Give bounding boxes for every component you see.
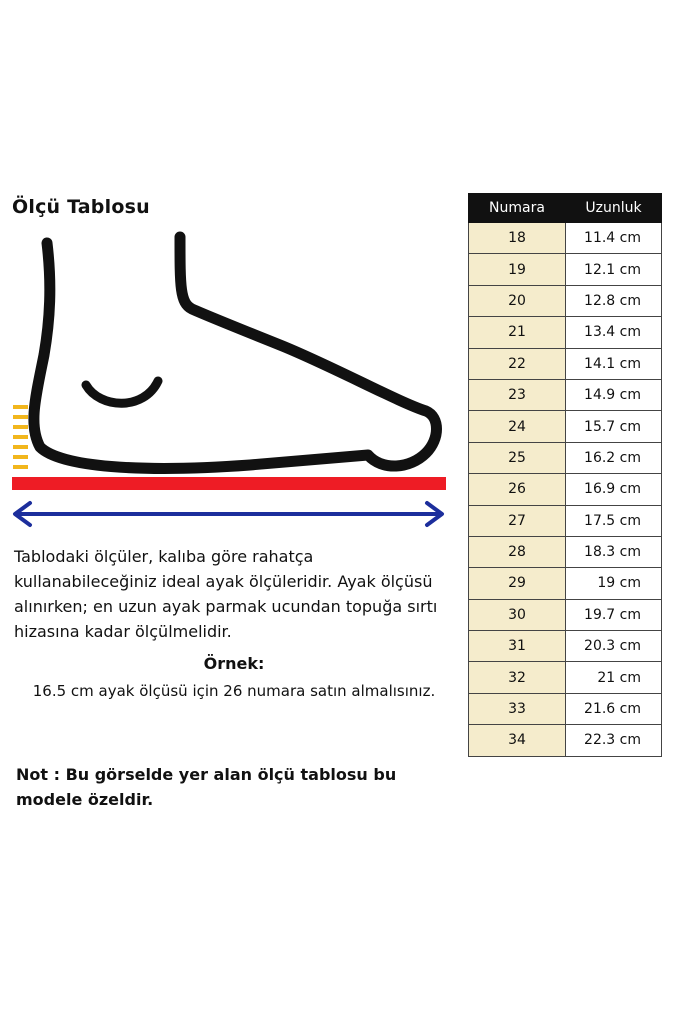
table-row: [469, 474, 662, 505]
table-row: [469, 536, 662, 567]
size-cell: 31: [469, 631, 566, 662]
note-text: Not : Bu görselde yer alan ölçü tablosu bu modele özeldir.: [16, 765, 397, 809]
example-text: 16.5 cm ayak ölçüsü için 26 numara satın almalısınız.: [32, 682, 436, 700]
table-row: [469, 379, 662, 410]
size-cell: 25: [469, 442, 566, 473]
table-row: [469, 254, 662, 285]
table-row: [469, 725, 662, 756]
ankle-curve-icon: [86, 381, 158, 403]
length-cell: 17.5 cm: [566, 505, 662, 536]
size-cell: 22: [469, 348, 566, 379]
table-row: [469, 662, 662, 693]
length-cell: 20.3 cm: [566, 631, 662, 662]
table-row: [469, 505, 662, 536]
length-arrow-icon: [15, 503, 442, 525]
size-cell: 28: [469, 536, 566, 567]
length-cell: 12.8 cm: [566, 285, 662, 316]
foot-measurement-figure: [0, 225, 460, 535]
table-row: [469, 568, 662, 599]
size-cell: 21: [469, 317, 566, 348]
size-cell: 19: [469, 254, 566, 285]
table-row: [469, 223, 662, 254]
heel-marks-icon: [13, 407, 28, 467]
length-cell: 16.2 cm: [566, 442, 662, 473]
size-cell: 23: [469, 379, 566, 410]
length-cell: 14.1 cm: [566, 348, 662, 379]
size-cell: 24: [469, 411, 566, 442]
length-cell: 19 cm: [566, 568, 662, 599]
table-row: [469, 317, 662, 348]
length-cell: 19.7 cm: [566, 599, 662, 630]
length-cell: 22.3 cm: [566, 725, 662, 756]
size-cell: 20: [469, 285, 566, 316]
table-row: [469, 348, 662, 379]
table-row: [469, 693, 662, 724]
length-cell: 21 cm: [566, 662, 662, 693]
example-title: Örnek:: [203, 654, 265, 673]
size-cell: 30: [469, 599, 566, 630]
table-row: [469, 411, 662, 442]
size-cell: 33: [469, 693, 566, 724]
length-cell: 14.9 cm: [566, 379, 662, 410]
header-uzunluk: Uzunluk: [566, 194, 662, 223]
size-cell: 27: [469, 505, 566, 536]
table-header-row: [469, 194, 662, 223]
table-row: [469, 285, 662, 316]
table-row: [469, 442, 662, 473]
size-cell: 34: [469, 725, 566, 756]
size-cell: 26: [469, 474, 566, 505]
length-cell: 13.4 cm: [566, 317, 662, 348]
size-cell: 32: [469, 662, 566, 693]
length-cell: 18.3 cm: [566, 536, 662, 567]
header-numara: Numara: [469, 194, 566, 223]
size-cell: 29: [469, 568, 566, 599]
description-text: Tablodaki ölçüler, kalıba göre rahatça kullanabileceğiniz ideal ayak ölçüleridir. Ayak ölçüsü alınırken; en uzun ayak parmak ucundan topuğa sırtı hizasına kadar ölçülmelidir.: [14, 547, 438, 641]
page-title: Ölçü Tablosu: [12, 196, 150, 218]
size-cell: 18: [469, 223, 566, 254]
table-row: [469, 631, 662, 662]
table-row: [469, 599, 662, 630]
size-table: [468, 193, 662, 757]
length-cell: 12.1 cm: [566, 254, 662, 285]
length-cell: 16.9 cm: [566, 474, 662, 505]
length-cell: 11.4 cm: [566, 223, 662, 254]
length-cell: 15.7 cm: [566, 411, 662, 442]
length-cell: 21.6 cm: [566, 693, 662, 724]
foot-outline-icon: [34, 237, 437, 468]
base-bar-icon: [12, 477, 446, 490]
